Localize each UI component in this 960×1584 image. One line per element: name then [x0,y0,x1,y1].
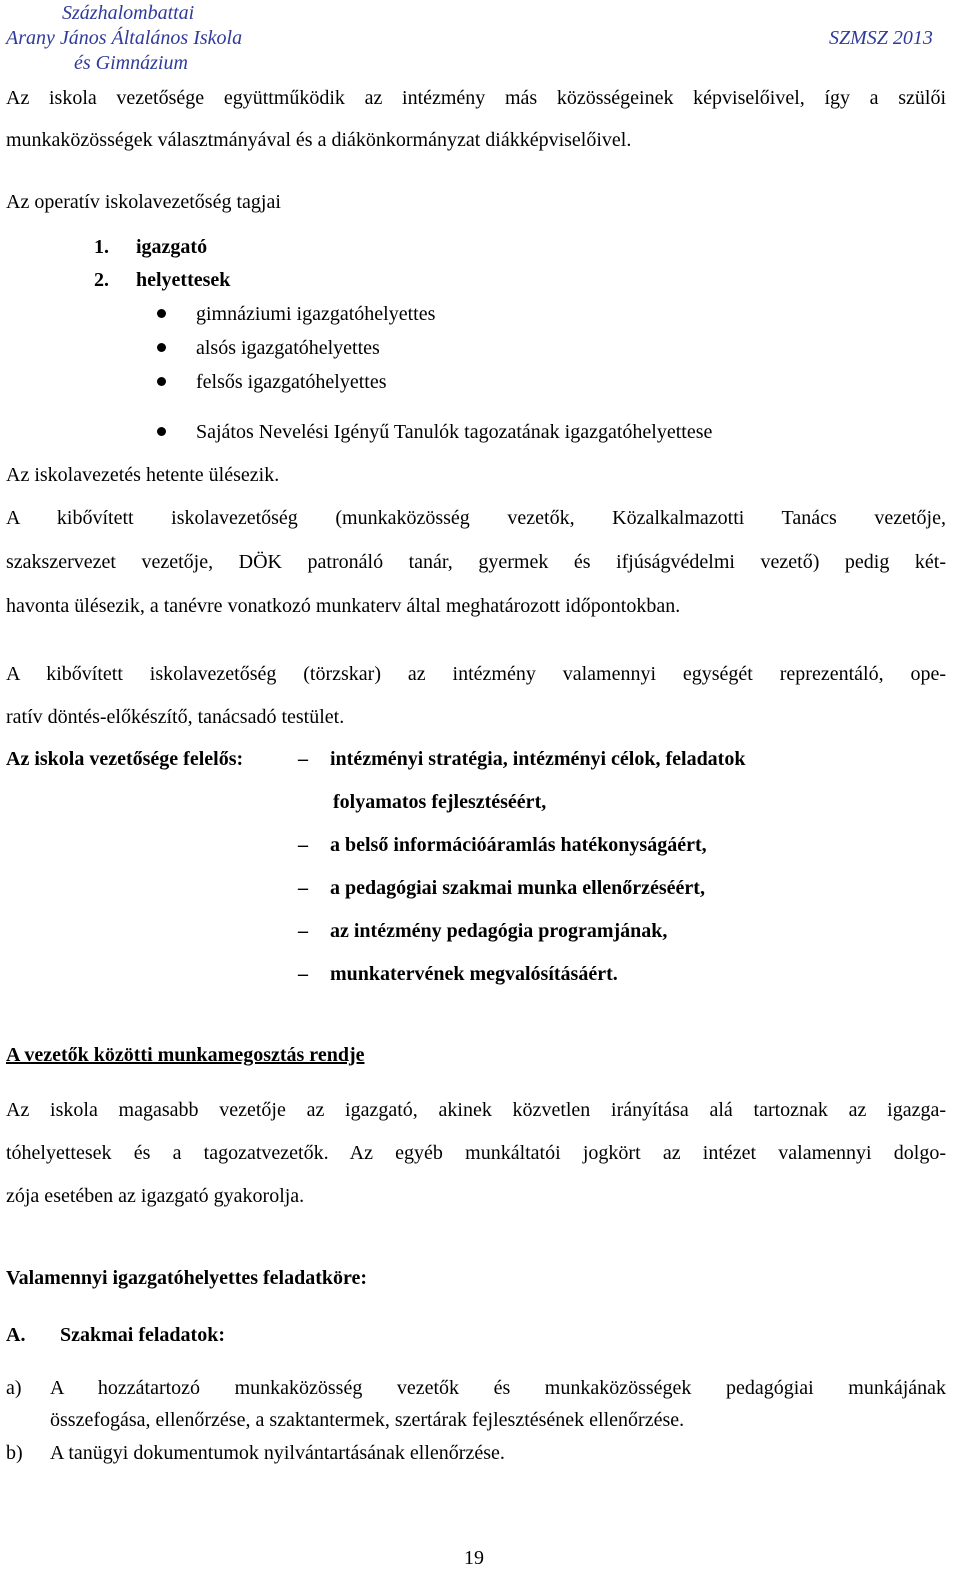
dash: – [298,877,308,899]
division-line-3: zója esetében az igazgató gyakorolja. [6,1185,305,1207]
header-school-name-3: és Gimnázium [74,52,188,74]
list-item-deputies: helyettesek [136,269,231,291]
header-school-name-1: Százhalombattai [62,2,195,24]
dash: – [298,834,308,856]
responsibility-workplan: munkatervének megvalósításáért. [330,963,618,985]
extended-definition-line-2: ratív döntés-előkészítő, tanácsadó testület. [6,706,345,728]
extended-line-1: A kibővített iskolavezetőség (munkaközösség vezetők, Közalkalmazotti Tanács vezetője, [6,507,946,529]
meeting-weekly: Az iskolavezetés hetente ülésezik. [6,464,280,486]
responsibility-strategy-cont: folyamatos fejlesztéséért, [333,791,547,813]
deputy-heading: Valamennyi igazgatóhelyettes feladatköre: [6,1267,368,1289]
extended-line-2: szakszervezet vezetője, DÖK patronáló tanár, gyermek és ifjúságvédelmi vezető) pedig két- [6,551,946,573]
division-line-1: Az iskola magasabb vezetője az igazgató, akinek közvetlen irányítása alá tartoznak az igazga- [6,1099,946,1121]
bullet-item-upper-deputy: felsős igazgatóhelyettes [196,371,387,393]
item-marker-b: b) [6,1442,23,1464]
bullet-icon [157,427,166,436]
header-school-name-2: Arany János Általános Iskola [6,27,243,49]
dash: – [298,920,308,942]
responsibility-information-flow: a belső információáramlás hatékonyságáért, [330,834,707,856]
bullet-item-sni-deputy: Sajátos Nevelési Igényű Tanulók tagozatának igazgatóhelyettese [196,421,713,443]
item-b-line-1: A tanügyi dokumentumok nyilvántartásának ellenőrzése. [50,1442,505,1464]
dash: – [298,748,308,770]
bullet-icon [157,309,166,318]
dash: – [298,963,308,985]
list-number-2: 2. [94,269,109,291]
list-item-director: igazgató [136,236,208,258]
page-number: 19 [464,1547,484,1569]
operative-heading: Az operatív iskolavezetőség tagjai [6,191,281,213]
bullet-item-lower-deputy: alsós igazgatóhelyettes [196,337,380,359]
header-doc-code: SZMSZ 2013 [829,27,933,49]
bullet-icon [157,377,166,386]
intro-line-1: Az iskola vezetősége együttműködik az intézmény más közösségeinek képviselőivel, így a szülői [6,87,946,109]
bullet-item-gymnasium-deputy: gimnáziumi igazgatóhelyettes [196,303,436,325]
intro-line-2: munkaközösségek választmányával és a diákönkormányzat diákképviselőivel. [6,129,632,151]
item-a-line-1: A hozzátartozó munkaközösség vezetők és munkaközösségek pedagógiai munkájának [50,1377,946,1399]
item-a-line-2: összefogása, ellenőrzése, a szaktantermek, szertárak fejlesztésének ellenőrzése. [50,1409,685,1431]
responsibility-strategy: intézményi stratégia, intézményi célok, feladatok [330,748,746,770]
section-letter: A. [6,1324,26,1346]
list-number-1: 1. [94,236,109,258]
section-title: Szakmai feladatok: [60,1324,225,1346]
responsibility-label: Az iskola vezetősége felelős: [6,748,244,770]
responsibility-program: az intézmény pedagógia programjának, [330,920,668,942]
extended-definition-line-1: A kibővített iskolavezetőség (törzskar) az intézmény valamennyi egységét reprezentáló, ope- [6,663,946,685]
item-marker-a: a) [6,1377,22,1399]
division-heading: A vezetők közötti munkamegosztás rendje [6,1044,365,1066]
bullet-icon [157,343,166,352]
responsibility-pedagogical-control: a pedagógiai szakmai munka ellenőrzéséért, [330,877,705,899]
extended-line-3: havonta ülésezik, a tanévre vonatkozó munkaterv által meghatározott időpontokban. [6,595,681,617]
division-line-2: tóhelyettesek és a tagozatvezetők. Az egyéb munkáltatói jogkört az intézet valamennyi dolgo- [6,1142,946,1164]
